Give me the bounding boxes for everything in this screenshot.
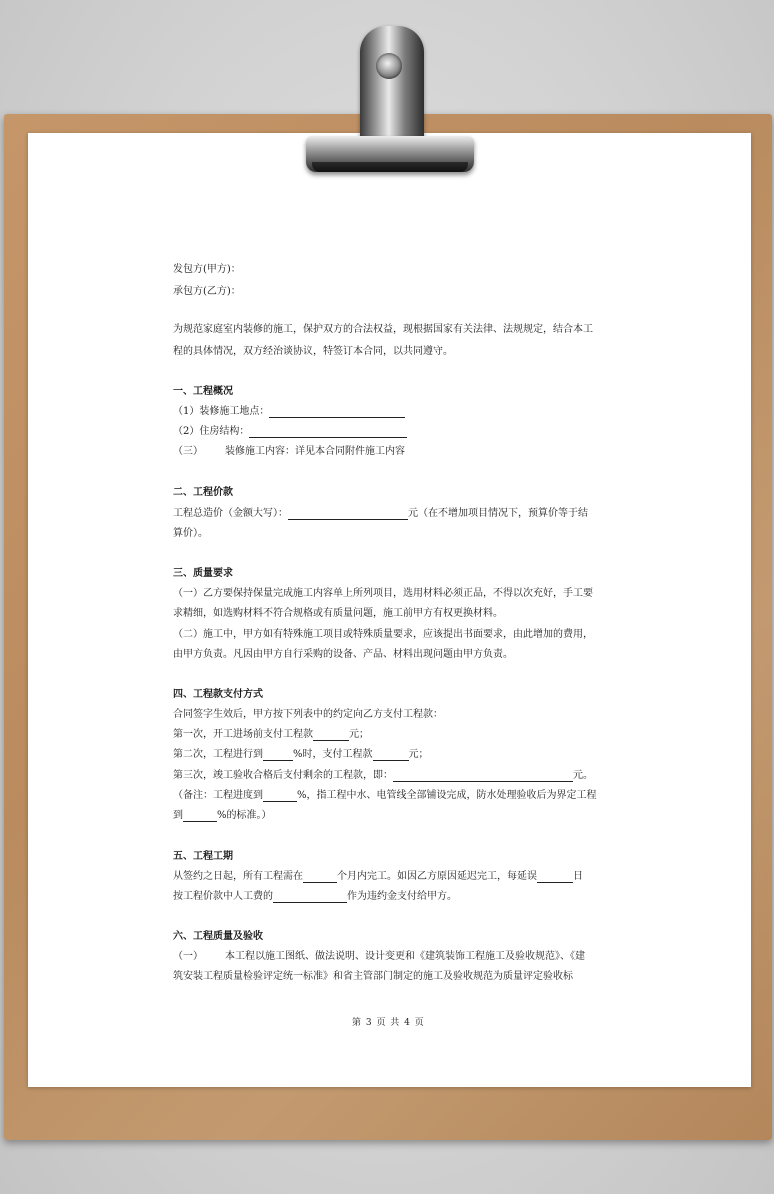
blank-total-price (288, 509, 408, 520)
blank-months (303, 872, 337, 883)
s1-item-2: （2）住房结构： (173, 426, 407, 438)
s2-line-1: 工程总造价（金额大写）： 元（在不增加项目情况下，预算价等于结 (173, 508, 588, 519)
blank-progress-percent (263, 750, 293, 761)
intro-line-2: 程的具体情况，双方经治谈协议，特签订本合同，以共同遵守。 (173, 346, 453, 357)
blank-first-payment (313, 730, 349, 741)
blank-standard-percent (183, 811, 217, 822)
page-number: 第 3 页 共 4 页 (352, 1018, 425, 1028)
blank-location (269, 407, 405, 418)
s3-p1-line-1: （一）乙方要保持保量完成施工内容单上所列项目，选用材料必须正品，不得以次充好，手工要 (173, 588, 593, 599)
binder-clip-edge (312, 162, 468, 172)
s5-line-1: 从签约之日起，所有工程需在 个月内完工。如因乙方原因延迟完工，每延误 日 (173, 871, 583, 882)
section-6-title: 六、工程质量及验收 (173, 931, 263, 942)
blank-penalty (273, 892, 347, 903)
s4-line-3: 第二次，工程进行到 %时，支付工程款 元； (173, 749, 429, 760)
section-1-title: 一、工程概况 (173, 386, 233, 397)
blank-final-payment (393, 771, 573, 782)
s6-line-2: 筑安装工程质量检验评定统一标准》和省主管部门制定的施工及验收规范为质量评定验收标 (173, 971, 573, 982)
section-2-title: 二、工程价款 (173, 487, 233, 498)
s1-item-1: （1）装修施工地点： (173, 406, 405, 418)
blank-delay-days (537, 872, 573, 883)
section-3-title: 三、质量要求 (173, 568, 233, 579)
clip-hole-icon (376, 53, 402, 79)
party-b-label: 承包方(乙方)： (173, 286, 241, 297)
s3-p2-line-1: （二）施工中，甲方如有特殊施工项目或特殊质量要求，应该提出书面要求，由此增加的费用， (173, 629, 593, 640)
blank-structure (249, 427, 407, 438)
s4-line-6: 到 %的标准。） (173, 810, 272, 821)
s4-line-5: （备注：工程进度到 %，指工程中水、电管线全部铺设完成，防水处理验收后为界定工程 (173, 790, 597, 801)
s4-line-2: 第一次，开工进场前支付工程款 元； (173, 729, 369, 740)
intro-line-1: 为规范家庭室内装修的施工，保护双方的合法权益，现根据国家有关法律、法规规定，结合本工 (173, 324, 593, 335)
s3-p2-line-2: 由甲方负责。凡因由甲方自行采购的设备、产品、材料出现问题由甲方负责。 (173, 649, 513, 660)
s4-line-1: 合同签字生效后，甲方按下列表中的约定向乙方支付工程款： (173, 709, 443, 720)
blank-second-payment (373, 750, 409, 761)
blank-note-percent (263, 791, 297, 802)
s6-line-1: （一） 本工程以施工图纸、做法说明、设计变更和《建筑装饰工程施工及验收规范》、《建 (173, 951, 585, 962)
section-5-title: 五、工程工期 (173, 851, 233, 862)
s5-line-2: 按工程价款中人工费的 作为违约金支付给甲方。 (173, 891, 457, 902)
s4-line-4: 第三次，竣工验收合格后支付剩余的工程款，即： 元。 (173, 770, 593, 781)
section-4-title: 四、工程款支付方式 (173, 689, 263, 700)
s2-line-2: 算价）。 (173, 528, 208, 539)
clip-ring-icon (360, 26, 424, 146)
party-a-label: 发包方(甲方)： (173, 264, 241, 275)
s3-p1-line-2: 求精细，如选购材料不符合规格或有质量问题，施工前甲方有权更换材料。 (173, 608, 503, 619)
s1-item-3: （三） 装修施工内容：详见本合同附件施工内容 (173, 446, 405, 457)
